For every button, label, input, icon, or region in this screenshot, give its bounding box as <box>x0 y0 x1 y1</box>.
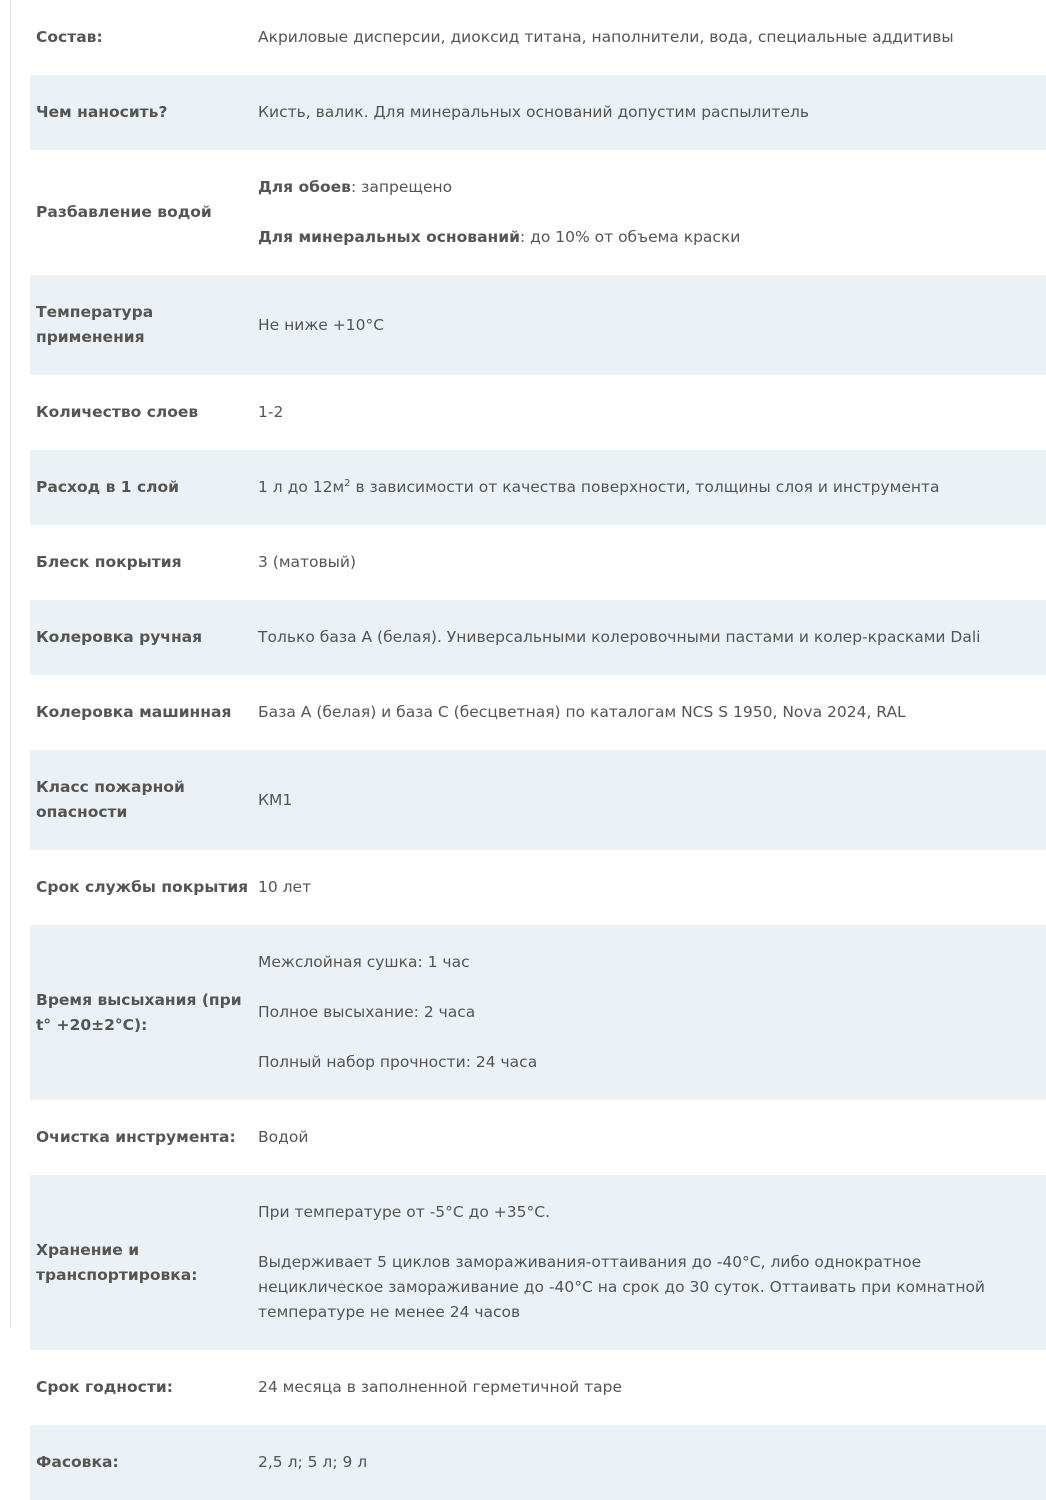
dilution-mineral <box>258 225 1042 250</box>
row-label: Расход в 1 слой <box>36 478 180 496</box>
consumption-note: в зависимости от качества поверхности, толщины слоя и инструмента <box>350 478 940 496</box>
storage-freeze-cycles: Выдерживает 5 циклов замораживания-оттаивания до -40°С, либо однократное нециклическое замораживание до -40°С на срок до 30 суток. Оттаивать при комнатной температуре не менее 24 часов <box>258 1253 986 1321</box>
row-value: 3 (матовый) <box>258 553 357 571</box>
row-label: Чем наносить? <box>36 103 168 121</box>
consumption-amount: 1 л до 12м <box>258 478 345 496</box>
row-value: КМ1 <box>258 790 293 809</box>
dilution-mineral-title: Для минеральных оснований <box>258 228 520 246</box>
row-value <box>258 475 1046 500</box>
row-value: 1-2 <box>258 403 284 421</box>
dilution-wallpaper-title: Для обоев <box>258 178 351 196</box>
row-label: Блеск покрытия <box>36 553 182 571</box>
left-border-line <box>10 0 11 1328</box>
row-label: Фасовка: <box>36 1453 119 1471</box>
row-value: Кисть, валик. Для минеральных оснований допустим распылитель <box>258 103 810 121</box>
table-row-water-dilution <box>30 150 1046 275</box>
table-row-service-life <box>30 850 1046 925</box>
row-label: Срок годности: <box>36 1378 173 1396</box>
row-label: Количество слоев <box>36 403 199 421</box>
row-value: Акриловые дисперсии, диоксид титана, наполнители, вода, специальные аддитивы <box>258 28 954 46</box>
row-value <box>258 175 1046 250</box>
specifications-table <box>30 0 1046 1500</box>
row-label: Состав: <box>36 28 103 46</box>
table-row-manual-tinting <box>30 600 1046 675</box>
drying-interlayer: Межслойная сушка: 1 час <box>258 953 470 971</box>
row-label: Класс пожарной опасности <box>36 778 185 821</box>
row-value: 2,5 л; 5 л; 9 л <box>258 1453 368 1471</box>
row-label: Температура применения <box>36 303 154 346</box>
dilution-wallpaper-text: : запрещено <box>350 178 453 196</box>
row-label: Разбавление водой <box>36 203 212 221</box>
row-value: База А (белая) и база С (бесцветная) по каталогам NCS S 1950, Nova 2024, RAL <box>258 703 906 721</box>
table-row-consumption <box>30 450 1046 525</box>
drying-full-strength: Полный набор прочности: 24 часа <box>258 1053 538 1071</box>
table-row-tool-cleaning <box>30 1100 1046 1175</box>
row-label: Время высыхания (при t° +20±2°С): <box>36 990 242 1034</box>
row-label: Срок службы покрытия <box>36 878 249 896</box>
storage-temperature: При температуре от -5°С до +35°С. <box>258 1203 550 1221</box>
row-label: Хранение и транспортировка: <box>36 1240 198 1284</box>
table-row-packaging <box>30 1425 1046 1500</box>
row-value: Не ниже +10°C <box>258 315 385 334</box>
table-row-drying-time <box>30 925 1046 1100</box>
table-row-fire-class <box>30 750 1046 850</box>
table-row-machine-tinting <box>30 675 1046 750</box>
row-value <box>258 1200 1046 1325</box>
row-value: 24 месяца в заполненной герметичной таре <box>258 1378 622 1396</box>
table-row-layer-count <box>30 375 1046 450</box>
table-row-gloss <box>30 525 1046 600</box>
table-row-storage <box>30 1175 1046 1350</box>
row-value: Только база А (белая). Универсальными колеровочными пастами и колер-красками Dali <box>258 628 981 646</box>
dilution-wallpaper <box>258 175 1042 200</box>
drying-full: Полное высыхание: 2 часа <box>258 1003 476 1021</box>
table-row-application-tool <box>30 75 1046 150</box>
table-row-application-temperature <box>30 275 1046 375</box>
row-value: Водой <box>258 1128 309 1146</box>
row-label: Очистка инструмента: <box>36 1128 236 1146</box>
row-value <box>258 950 1046 1075</box>
row-value: 10 лет <box>258 878 312 896</box>
table-row-shelf-life <box>30 1350 1046 1425</box>
dilution-mineral-text: : до 10% от объема краски <box>519 228 741 246</box>
row-label: Колеровка ручная <box>36 628 203 646</box>
table-row-composition <box>30 0 1046 75</box>
consumption-superscript: 2 <box>344 477 351 489</box>
row-label: Колеровка машинная <box>36 703 232 721</box>
